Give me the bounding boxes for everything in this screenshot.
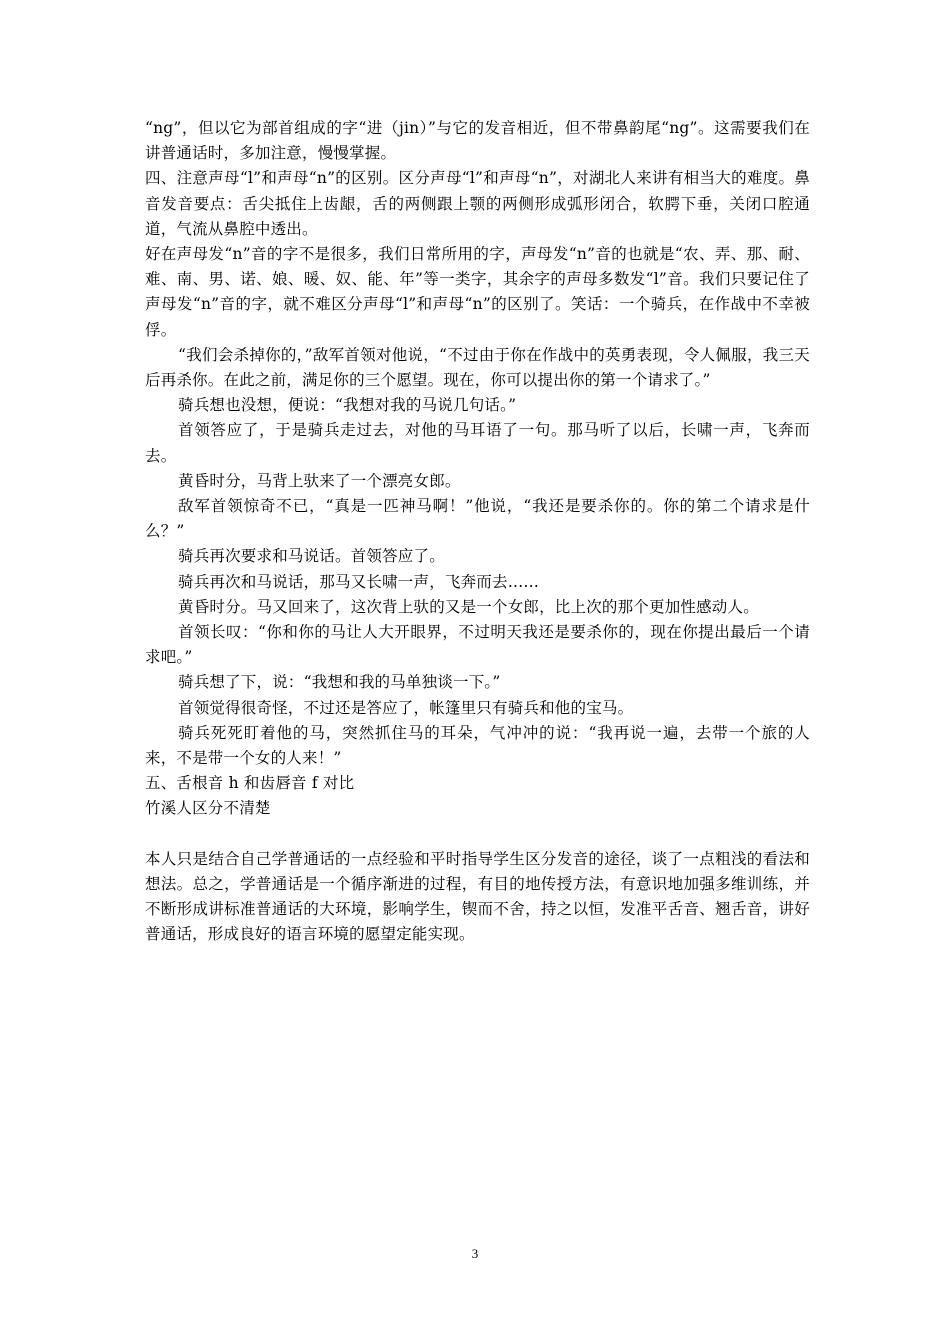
paragraph: 首领长叹：“你和你的马让人大开眼界，不过明天我还是要杀你的，现在你提出最后一个请求吧。” xyxy=(145,623,810,667)
paragraph: 黄昏时分，马背上驮来了一个漂亮女郎。 xyxy=(178,471,461,490)
paragraph: 黄昏时分。马又回来了，这次背上驮的又是一个女郎，比上次的那个更加性感动人。 xyxy=(178,597,759,616)
paragraph: 好在声母发“n”音的字不是很多，我们日常所用的字，声母发“n”音的也就是“农、弄、那、耐、难、南、男、诺、娘、暖、奴、能、年”等一类字，其余字的声母多数发“l”音。我们只要记住了声母发“n”音的字，就不难区分声母“l”和声母“n”的区别了。笑话：一个骑兵，在作战中不幸被俘。 xyxy=(145,245,810,339)
paragraph: “ng”，但以它为部首组成的字“进（jin）”与它的发音相近，但不带鼻韵尾“ng”。这需要我们在讲普通话时，多加注意，慢慢掌握。 xyxy=(145,119,810,163)
paragraph: 首领答应了，于是骑兵走过去，对他的马耳语了一句。那马听了以后，长啸一声，飞奔而去。 xyxy=(145,421,810,465)
paragraph: 骑兵再次和马说话，那马又长啸一声，飞奔而去…… xyxy=(178,572,540,591)
paragraph: 骑兵死死盯着他的马，突然抓住马的耳朵，气冲冲的说：“我再说一遍，去带一个旅的人来，不是带一个女的人来！” xyxy=(145,723,810,768)
section-heading: 五、舌根音 h 和齿唇音 f 对比 xyxy=(145,774,355,793)
conclusion-paragraph: 本人只是结合自己学普通话的一点经验和平时指导学生区分发音的途径，谈了一点粗浅的看法和想法。总之，学普通话是一个循序渐进的过程，有目的地传授方法，有意识地加强多维训练，并不断形成讲标准普通话的大环境，影响学生，锲而不舍，持之以恒，发准平舌音、翘舌音，讲好普通话，形成良好的语言环境的愿望定能实现。 xyxy=(145,849,810,944)
page-number: 3 xyxy=(471,1246,479,1261)
paragraph: “我们会杀掉你的，”敌军首领对他说，“不过由于你在作战中的英勇表现，令人佩服，我三天后再杀你。在此之前，满足你的三个愿望。现在，你可以提出你的第一个请求了。” xyxy=(145,345,810,390)
paragraph: 骑兵再次要求和马说话。首领答应了。 xyxy=(178,547,445,566)
paragraph: 四、注意声母“l”和声母“n”的区别。区分声母“l”和声母“n”，对湖北人来讲有相当大的难度。鼻音发音要点：舌尖抵住上齿龈，舌的两侧跟上颚的两侧形成弧形闭合，软腭下垂，关闭口腔通道，气流从鼻腔中透出。 xyxy=(145,169,811,238)
paragraph: 骑兵想也没想，便说：“我想对我的马说几句话。” xyxy=(178,396,517,415)
body-text xyxy=(145,116,810,948)
paragraph: 首领觉得很奇怪，不过还是答应了，帐篷里只有骑兵和他的宝马。 xyxy=(178,698,634,717)
paragraph: 骑兵想了下，说：“我想和我的马单独谈一下。” xyxy=(178,673,501,692)
paragraph: 敌军首领惊奇不已，“真是一匹神马啊！”他说，“我还是要杀你的。你的第二个请求是什么？” xyxy=(145,497,810,541)
paragraph: 竹溪人区分不清楚 xyxy=(145,799,271,818)
